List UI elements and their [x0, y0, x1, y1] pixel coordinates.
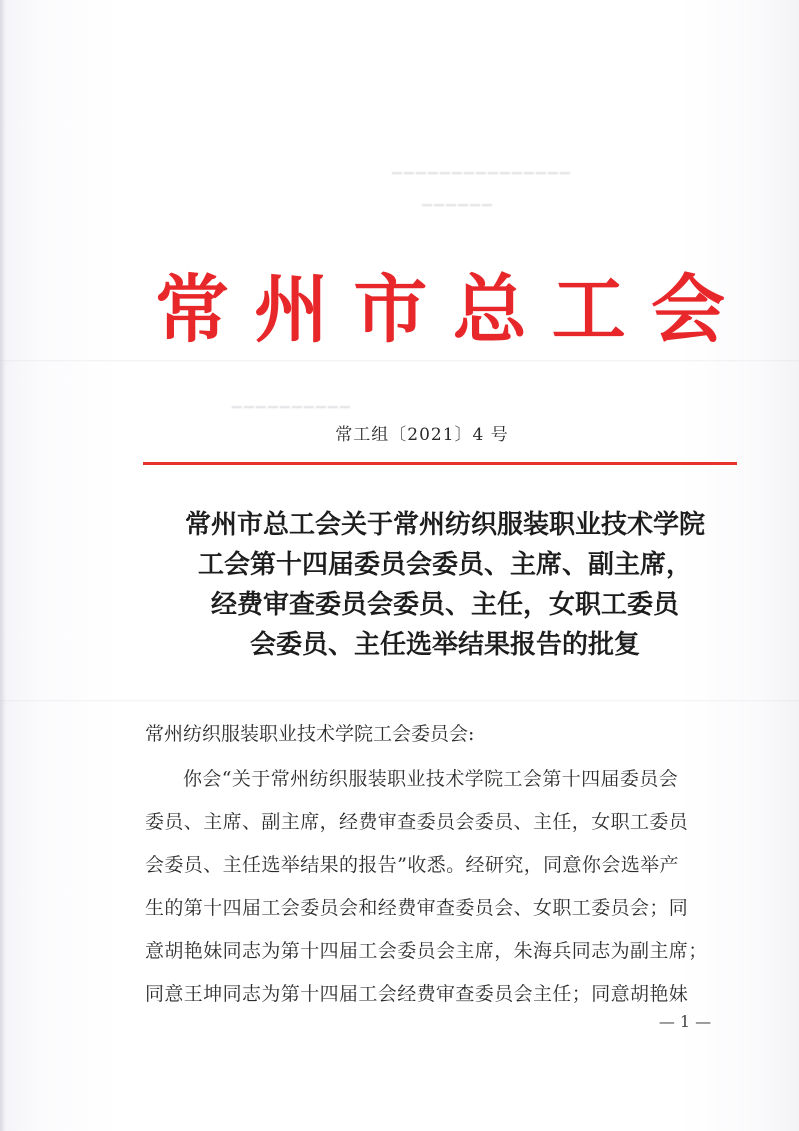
document-number: 常工组〔2021〕4 号: [335, 425, 509, 445]
bleed-through-text: ▁▁▁▁▁▁: [420, 192, 492, 207]
body-line: 你会“关于常州纺织服装职业技术学院工会第十四届委员会: [183, 768, 679, 790]
page-edge-shadow: [0, 0, 6, 1131]
org-name-char: 市: [353, 267, 428, 353]
bleed-through-text: ▁▁▁▁▁▁▁▁▁▁: [230, 394, 350, 409]
org-name-char: 会: [650, 267, 725, 353]
title-line: 会委员、主任选举结果报告的批复: [249, 630, 640, 660]
paper-fold-line: [0, 700, 799, 702]
title-line: 经费审查委员会委员、主任，女职工委员: [210, 590, 679, 620]
org-name-char: 州: [254, 267, 329, 353]
body-line: 委员、主席、副主席，经费审查委员会委员、主任，女职工委员: [145, 811, 689, 833]
page-number: — 1 —: [658, 1012, 712, 1031]
bleed-through-text: ▁▁▁▁▁▁▁▁▁▁▁▁▁▁▁: [390, 160, 570, 175]
body-line: 意胡艳妹同志为第十四届工会委员会主席，朱海兵同志为副主席；: [145, 940, 708, 962]
paper-fold-line: [0, 360, 799, 362]
salutation: 常州纺织服装职业技术学院工会委员会:: [145, 723, 475, 745]
org-name-char: 常: [155, 267, 229, 353]
body-line: 同意王坤同志为第十四届工会经费审查委员会主任；同意胡艳妹: [145, 983, 689, 1005]
document-body: [145, 714, 745, 1016]
org-name-header: [150, 262, 730, 358]
title-line: 常州市总工会关于常州纺织服装职业技术学院: [184, 510, 705, 540]
document-title: [130, 505, 760, 665]
org-name-char: 总: [452, 267, 527, 353]
org-name-char: 工: [551, 267, 626, 353]
title-line: 工会第十四届委员会委员、主席、副主席，: [197, 550, 692, 580]
red-divider-rule: [143, 462, 737, 465]
body-line: 会委员、主任选举结果的报告”收悉。经研究，同意你会选举产: [145, 854, 679, 876]
body-line: 生的第十四届工会委员会和经费审查委员会、女职工委员会；同: [145, 897, 689, 919]
